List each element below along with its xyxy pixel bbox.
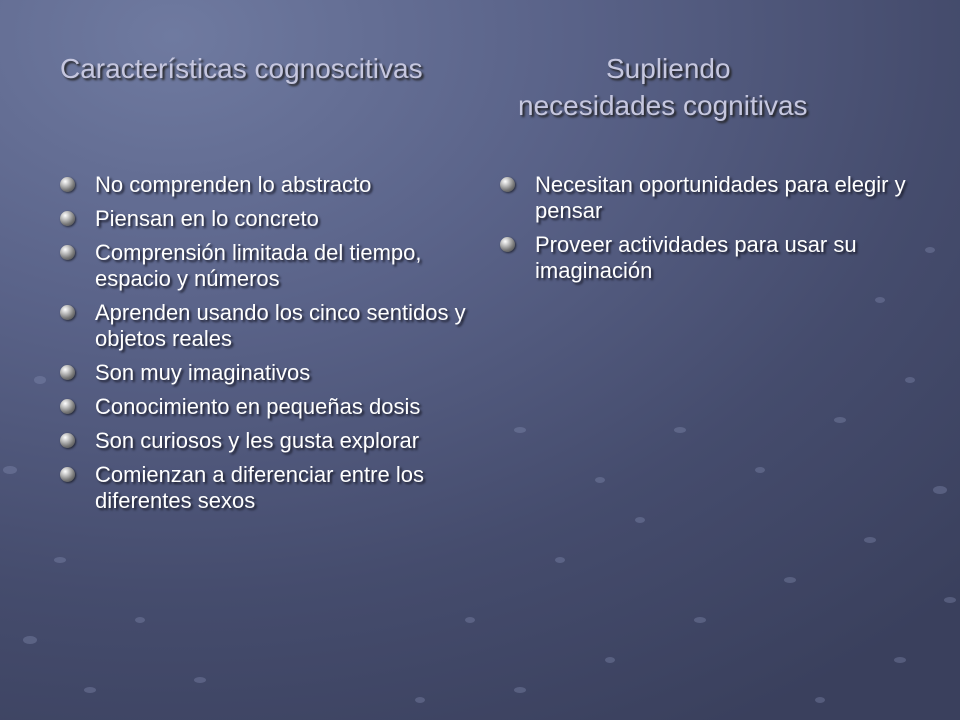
- bullet-text: Comprensión limitada del tiempo, espacio y números: [95, 240, 422, 291]
- bullet-text: Son curiosos y les gusta explorar: [95, 428, 420, 453]
- bullet-text: Necesitan oportunidades para elegir y pensar: [535, 172, 906, 223]
- gray-sphere-icon: [60, 305, 75, 320]
- bullet-item: [60, 428, 480, 454]
- bullet-item: [500, 232, 910, 284]
- bullet-item: [60, 172, 480, 198]
- bullet-item: [500, 172, 910, 224]
- title-right-line2: necesidades cognitivas: [518, 90, 808, 121]
- bullet-item: [60, 206, 480, 232]
- bullet-text: Proveer actividades para usar su imaginación: [535, 232, 857, 283]
- right-bullet-list: [500, 172, 910, 292]
- bullet-text: No comprenden lo abstracto: [95, 172, 372, 197]
- title-left: Características cognoscitivas: [60, 53, 423, 84]
- gray-sphere-icon: [60, 245, 75, 260]
- gray-sphere-icon: [60, 399, 75, 414]
- gray-sphere-icon: [500, 237, 515, 252]
- gray-sphere-icon: [60, 211, 75, 226]
- gray-sphere-icon: [60, 177, 75, 192]
- gray-sphere-icon: [60, 365, 75, 380]
- bullet-text: Comienzan a diferenciar entre los diferentes sexos: [95, 462, 424, 513]
- left-bullet-list: [60, 172, 480, 522]
- bullet-item: [60, 394, 480, 420]
- gray-sphere-icon: [60, 467, 75, 482]
- title-right-line1: Supliendo: [606, 53, 731, 84]
- bullet-text: Piensan en lo concreto: [95, 206, 319, 231]
- bullet-text: Son muy imaginativos: [95, 360, 311, 385]
- bullet-item: [60, 462, 480, 514]
- gray-sphere-icon: [500, 177, 515, 192]
- gray-sphere-icon: [60, 433, 75, 448]
- bullet-item: [60, 240, 480, 292]
- bullet-text: Aprenden usando los cinco sentidos y objetos reales: [95, 300, 466, 351]
- bullet-text: Conocimiento en pequeñas dosis: [95, 394, 421, 419]
- bullet-item: [60, 300, 480, 352]
- bullet-item: [60, 360, 480, 386]
